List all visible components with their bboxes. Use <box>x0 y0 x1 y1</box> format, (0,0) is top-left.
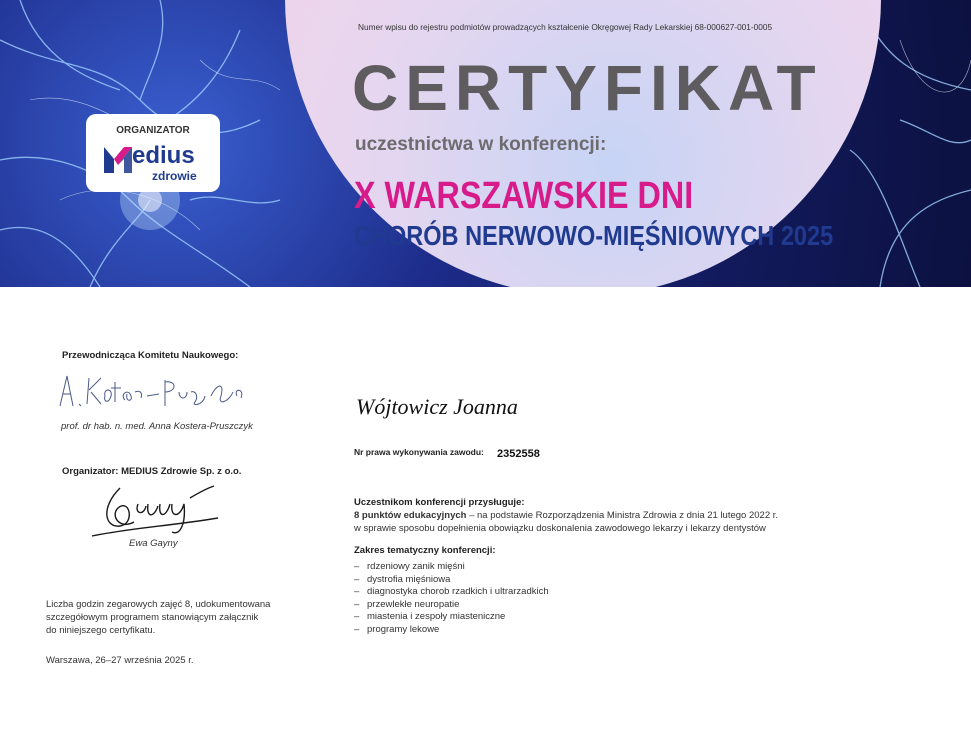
chair-signature-image <box>55 366 245 416</box>
hours-line-2: szczegółowym programem stanowiącym załącznik <box>46 612 259 623</box>
list-item: – rdzeniowy zanik mięśni <box>354 561 549 574</box>
certificate-title: CERTYFIKAT <box>352 52 823 124</box>
participant-name: Wójtowicz Joanna <box>356 394 518 419</box>
list-item: – przewlekłe neuropatie <box>354 599 549 612</box>
certificate-subtitle: uczestnictwa w konferencji: <box>355 134 607 155</box>
points-basis-1: – na podstawie Rozporządzenia Ministra Zdrowia z dnia 21 lutego 2022 r. <box>466 510 779 521</box>
list-item: – diagnostyka chorob rzadkich i ultrarzadkich <box>354 586 549 599</box>
list-item: – miastenia i zespoły miasteniczne <box>354 611 549 624</box>
medius-logo-icon <box>104 145 132 173</box>
medius-logo-text: edius <box>132 142 195 169</box>
hours-line-1: Liczba godzin zegarowych zajęć 8, udokumentowana <box>46 599 271 610</box>
license-number: 2352558 <box>497 448 540 460</box>
organizer-signer-name: Ewa Gayny <box>129 538 178 549</box>
organizer-label: ORGANIZATOR <box>116 125 190 136</box>
list-item: – programy lekowe <box>354 624 549 637</box>
organizer-signature-image <box>90 478 220 540</box>
registration-note: Numer wpisu do rejestru podmiotów prowadzących kształcenie Okręgowej Rady Lekarskiej 68-000627-001-0005 <box>358 22 773 32</box>
license-label: Nr prawa wykonywania zawodu: <box>354 447 484 457</box>
organizer-logo-box <box>86 114 220 192</box>
conference-title-line1: X WARSZAWSKIE DNI <box>354 175 694 217</box>
points-basis-2: w sprawie sposobu dopełnienia obowiązku doskonalenia zawodowego lekarzy i lekarzy dentystów <box>354 523 766 534</box>
conference-title-line2: CHORÓB NERWOWO-MIĘŚNIOWYCH 2025 <box>354 220 834 251</box>
topics-list <box>354 561 549 636</box>
points-heading: Uczestnikom konferencji przysługuje: <box>354 497 525 508</box>
points-line-1 <box>354 510 778 521</box>
scope-heading: Zakres tematyczny konferencji: <box>354 545 496 556</box>
place-date: Warszawa, 26–27 września 2025 r. <box>46 655 194 666</box>
chair-name: prof. dr hab. n. med. Anna Kostera-Pruszczyk <box>61 421 253 432</box>
points-amount: 8 punktów edukacyjnych <box>354 510 467 521</box>
medius-logo-sub: zdrowie <box>152 169 197 183</box>
header-banner <box>0 0 971 287</box>
hours-line-3: do niniejszego certyfikatu. <box>46 625 156 636</box>
organizer-company-label: Organizator: MEDIUS Zdrowie Sp. z o.o. <box>62 466 242 477</box>
list-item: – dystrofia mięśniowa <box>354 574 549 587</box>
chair-label: Przewodnicząca Komitetu Naukowego: <box>62 350 239 361</box>
